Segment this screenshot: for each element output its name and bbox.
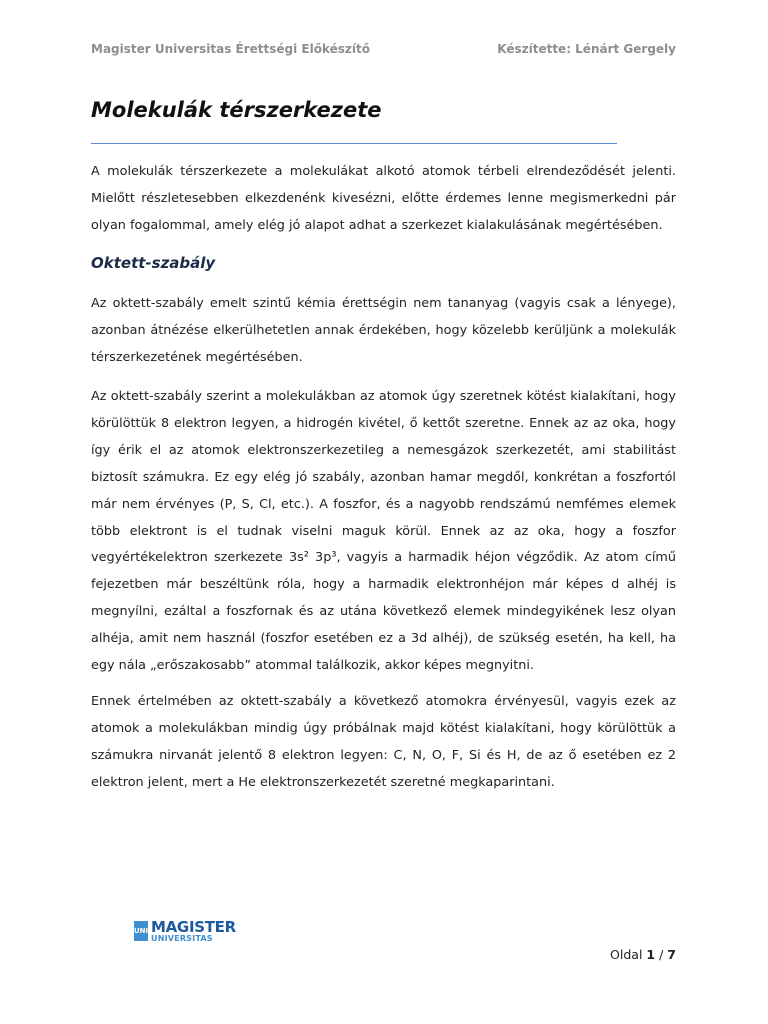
section-heading: Oktett-szabály — [91, 254, 216, 272]
logo-subtitle: UNIVERSITAS — [151, 933, 213, 943]
magister-logo — [134, 917, 236, 943]
page-number — [610, 947, 676, 962]
running-header-left: Magister Universitas Érettségi Előkészítő — [91, 42, 371, 56]
logo-name: MAGISTER — [151, 917, 236, 936]
page-separator: / — [659, 947, 664, 962]
page-total: 7 — [667, 947, 676, 962]
page-title: Molekulák térszerkezete — [91, 98, 382, 122]
paragraph-2: Az oktett-szabály emelt szintű kémia érettségin nem tananyag (vagyis csak a lényege), azonban átnézése elkerülhetetlen annak érdekében, hogy közelebb kerüljünk a molekulák térszerkezetének megértésében. — [91, 296, 676, 365]
title-underline — [91, 143, 617, 144]
paragraph-3: Az oktett-szabály szerint a molekulákban az atomok úgy szeretnek kötést kialakítani, hogy körülöttük 8 elektron legyen, a hidrogén kivétel, ő kettőt szeretne. Ennek az az oka, hogy így érik el az atomok elektronszerkezetileg a nemesgázok szerkezetét, ami stabilitást biztosít számukra. Ez egy elég jó szabály, azonban hamar megdől, konkrétan a foszfortól már nem érvényes (P, S, Cl, etc.). A foszfor, és a nagyobb rendszámú nemfémes elemek több elektront is el tudnak viselni maguk körül. Ennek az az oka, hogy a foszfor vegyértékelektron szerkezete 3s² 3p³, vagyis a harmadik héjon végződik. Az atom című fejezetben már beszéltünk róla, hogy a harmadik elektronhéjon már képes d alhéj is megnyílni, ezáltal a foszfornak és az utána következő elemek mindegyikének lesz olyan alhéja, amit nem használ (foszfor esetében ez a 3d alhéj), de szükség esetén, ha kell, ha egy nála „erőszakosabb” atommal találkozik, akkor képes megnyitni. — [91, 389, 676, 674]
running-header-right: Készítette: Lénárt Gergely — [497, 42, 676, 56]
logo-text — [151, 917, 236, 943]
paragraph-4: Ennek értelmében az oktett-szabály a következő atomokra érvényesül, vagyis ezek az atomok a molekulákban mindig úgy próbálnak majd kötést kialakítani, hogy körülöttük a számukra nirvanát jelentő 8 elektron legyen: C, N, O, F, Si és H, de az ő esetében ez 2 elektron jelent, mert a He elektronszerkezetét szeretné megkaparintani. — [91, 694, 676, 790]
logo-mark-icon: UNI — [134, 921, 148, 941]
page-label: Oldal — [610, 947, 643, 962]
page-current: 1 — [646, 947, 656, 962]
intro-paragraph: A molekulák térszerkezete a molekulákat alkotó atomok térbeli elrendeződését jelenti. Mielőtt részletesebben elkezdenénk kivesézni, előtte érdemes lenne megismerkedni pár olyan fogalommal, amely elég jó alapot adhat a szerkezet kialakulásának megértésében. — [91, 164, 676, 233]
